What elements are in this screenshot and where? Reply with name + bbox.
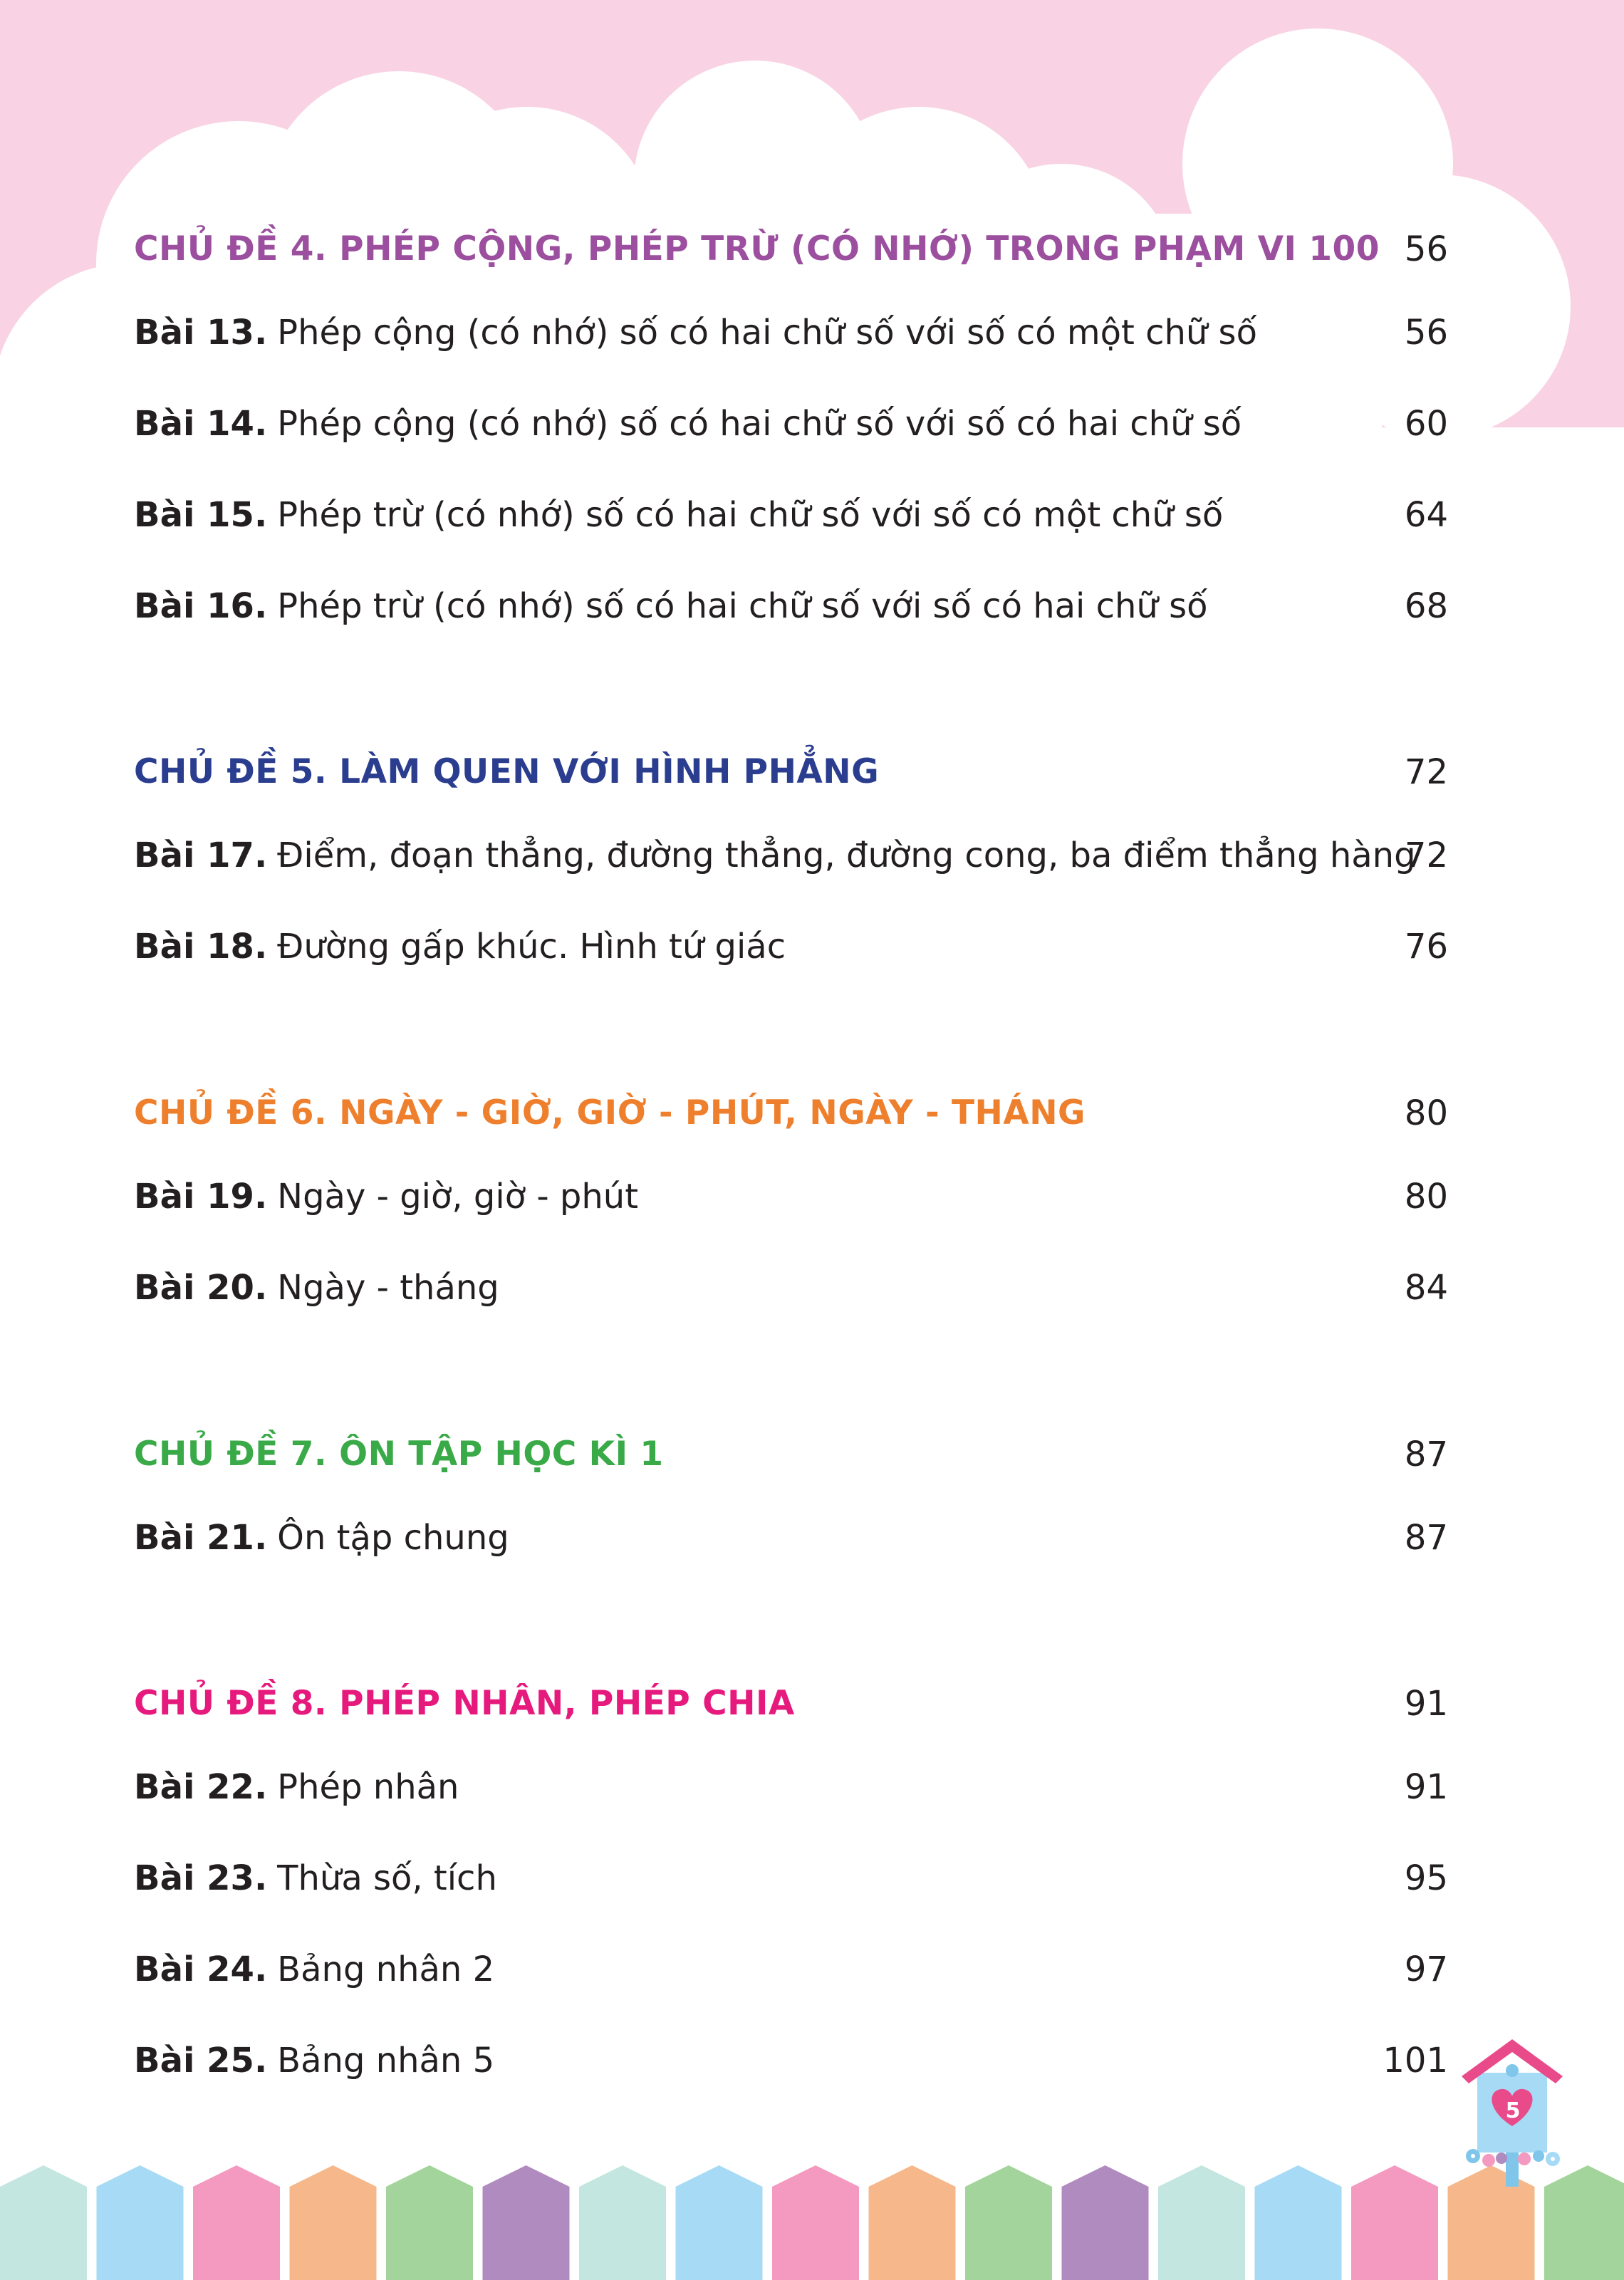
chapter-page: 87 — [1404, 1435, 1448, 1474]
lesson-number: Bài 25. — [134, 2041, 268, 2081]
fence-picket — [290, 2165, 377, 2280]
chapter-title: CHỦ ĐỀ 5. LÀM QUEN VỚI HÌNH PHẲNG — [134, 752, 880, 791]
lesson-page: 72 — [1404, 836, 1448, 875]
lesson-title: Bảng nhân 5 — [277, 2041, 495, 2081]
chapter-page: 91 — [1404, 1684, 1448, 1724]
chapter-page: 72 — [1404, 752, 1448, 792]
lesson-title: Phép cộng (có nhớ) số có hai chữ số với số có một chữ số — [277, 313, 1257, 353]
lesson-row — [134, 1755, 1448, 1819]
lesson-title: Phép nhân — [277, 1767, 459, 1807]
lesson-label — [134, 1846, 497, 1910]
lesson-title: Phép cộng (có nhớ) số có hai chữ số với số có hai chữ số — [277, 404, 1242, 444]
lesson-label — [134, 392, 1242, 456]
lesson-label — [134, 1937, 494, 2001]
chapter-row — [134, 740, 1448, 804]
chapter-row — [134, 1422, 1448, 1487]
chapter-title: CHỦ ĐỀ 8. PHÉP NHÂN, PHÉP CHIA — [134, 1684, 795, 1723]
fence-picket — [97, 2165, 184, 2280]
fence-picket — [579, 2165, 666, 2280]
lesson-number: Bài 20. — [134, 1268, 268, 1308]
lesson-page: 91 — [1404, 1767, 1448, 1807]
fence-picket — [483, 2165, 570, 2280]
lesson-number: Bài 24. — [134, 1950, 268, 1989]
lesson-page: 87 — [1404, 1518, 1448, 1558]
fence-picket — [1351, 2165, 1438, 2280]
lesson-number: Bài 13. — [134, 313, 268, 353]
lesson-title: Ngày - tháng — [277, 1268, 499, 1308]
lesson-row — [134, 392, 1448, 456]
lesson-title: Thừa số, tích — [277, 1858, 497, 1898]
lesson-number: Bài 14. — [134, 404, 268, 444]
fence-picket — [1255, 2165, 1342, 2280]
lesson-label — [134, 1165, 638, 1229]
lesson-page: 97 — [1404, 1950, 1448, 1989]
lesson-number: Bài 22. — [134, 1767, 268, 1807]
fence-picket — [772, 2165, 859, 2280]
chapter-page: 56 — [1404, 229, 1448, 269]
lesson-number: Bài 16. — [134, 586, 268, 626]
fence-picket — [869, 2165, 956, 2280]
lesson-label — [134, 1755, 459, 1819]
lesson-number: Bài 19. — [134, 1177, 268, 1217]
lesson-label — [134, 574, 1207, 638]
lesson-label — [134, 301, 1257, 365]
lesson-row — [134, 574, 1448, 638]
lesson-number: Bài 17. — [134, 836, 268, 875]
fence-picket — [0, 2165, 87, 2280]
lesson-title: Phép trừ (có nhớ) số có hai chữ số với số có một chữ số — [277, 495, 1224, 535]
picket-fence-decoration — [0, 2165, 1624, 2280]
lesson-title: Đường gấp khúc. Hình tứ giác — [277, 927, 786, 967]
chapter-row — [134, 1081, 1448, 1145]
lesson-label — [134, 823, 1416, 887]
lesson-page: 68 — [1404, 586, 1448, 626]
lesson-title: Ôn tập chung — [277, 1518, 509, 1558]
chapter-title: CHỦ ĐỀ 6. NGÀY - GIỜ, GIỜ - PHÚT, NGÀY - THÁNG — [134, 1093, 1086, 1133]
lesson-number: Bài 18. — [134, 927, 268, 967]
lesson-label — [134, 2029, 494, 2093]
lesson-row — [134, 1165, 1448, 1229]
lesson-page: 80 — [1404, 1177, 1448, 1217]
lesson-row — [134, 1256, 1448, 1320]
chapter-page: 80 — [1404, 1093, 1448, 1133]
lesson-page: 64 — [1404, 495, 1448, 535]
fence-picket — [1158, 2165, 1245, 2280]
lesson-row — [134, 915, 1448, 979]
lesson-row — [134, 1506, 1448, 1570]
lesson-page: 84 — [1404, 1268, 1448, 1308]
lesson-title: Ngày - giờ, giờ - phút — [277, 1177, 639, 1217]
chapter-title: CHỦ ĐỀ 4. PHÉP CỘNG, PHÉP TRỪ (CÓ NHỚ) TRONG PHẠM VI 100 — [134, 229, 1380, 269]
lesson-title: Phép trừ (có nhớ) số có hai chữ số với số có hai chữ số — [277, 586, 1208, 626]
lesson-label — [134, 915, 786, 979]
lesson-page: 95 — [1404, 1858, 1448, 1898]
lesson-row — [134, 301, 1448, 365]
lesson-page: 60 — [1404, 404, 1448, 444]
fence-picket — [676, 2165, 763, 2280]
fence-picket — [193, 2165, 280, 2280]
lesson-number: Bài 21. — [134, 1518, 268, 1558]
fence-picket — [1062, 2165, 1149, 2280]
chapter-row — [134, 1672, 1448, 1736]
lesson-row — [134, 483, 1448, 547]
fence-picket — [965, 2165, 1052, 2280]
lesson-row — [134, 1937, 1448, 2001]
lesson-label — [134, 483, 1223, 547]
lesson-row — [134, 2029, 1448, 2093]
lesson-number: Bài 23. — [134, 1858, 268, 1898]
fence-picket — [386, 2165, 473, 2280]
lesson-row — [134, 823, 1448, 887]
lesson-page: 56 — [1404, 313, 1448, 353]
chapter-title: CHỦ ĐỀ 7. ÔN TẬP HỌC KÌ 1 — [134, 1435, 664, 1474]
page-number: 5 — [1505, 2098, 1521, 2123]
lesson-title: Điểm, đoạn thẳng, đường thẳng, đường cong, ba điểm thẳng hàng — [277, 836, 1416, 875]
lesson-number: Bài 15. — [134, 495, 268, 535]
lesson-page: 101 — [1383, 2041, 1448, 2081]
lesson-label — [134, 1256, 499, 1320]
lesson-title: Bảng nhân 2 — [277, 1950, 495, 1989]
lesson-page: 76 — [1404, 927, 1448, 967]
lesson-label — [134, 1506, 509, 1570]
chapter-row — [134, 217, 1448, 281]
lesson-row — [134, 1846, 1448, 1910]
